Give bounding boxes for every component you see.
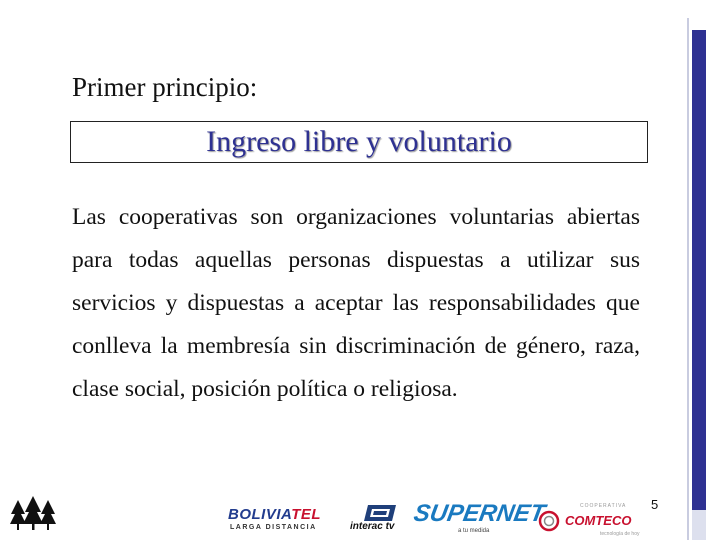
comteco-ring-icon [538, 510, 560, 532]
title-box [70, 121, 648, 163]
trees-logo-icon [10, 494, 56, 532]
supernet-tagline: a tu medida [458, 528, 490, 534]
decorative-rail-thick [692, 30, 706, 510]
page-number: 5 [651, 497, 659, 512]
interac-tv-mark-icon [364, 503, 398, 523]
boliviatel-logo [228, 506, 321, 523]
principle-subtitle: Primer principio: [72, 72, 258, 102]
principle-description: Las cooperativas son organizaciones voluntarias abiertas para todas aquellas personas dispuestas a utilizar sus servicios y dispuestas a aceptar las responsabilidades que conlleva la membresía sin discriminación de género, raza, clase social, posición política o religiosa. [72, 204, 640, 402]
boliviatel-logo-accent: TEL [291, 506, 322, 523]
decorative-rail-thin [687, 18, 689, 540]
decorative-rail-base [692, 510, 706, 540]
interactv-logo: interac tv [350, 521, 395, 532]
comteco-tagline: tecnología de hoy [600, 531, 640, 537]
boliviatel-logo-main: BOLIVIA [228, 506, 292, 523]
principle-title: Ingreso libre y voluntario [206, 125, 512, 158]
comteco-top-label: COOPERATIVA [580, 503, 627, 509]
supernet-logo: SUPERNET [411, 500, 548, 527]
boliviatel-tagline: LARGA DISTANCIA [230, 524, 317, 531]
comteco-logo: COMTECO [565, 513, 632, 528]
